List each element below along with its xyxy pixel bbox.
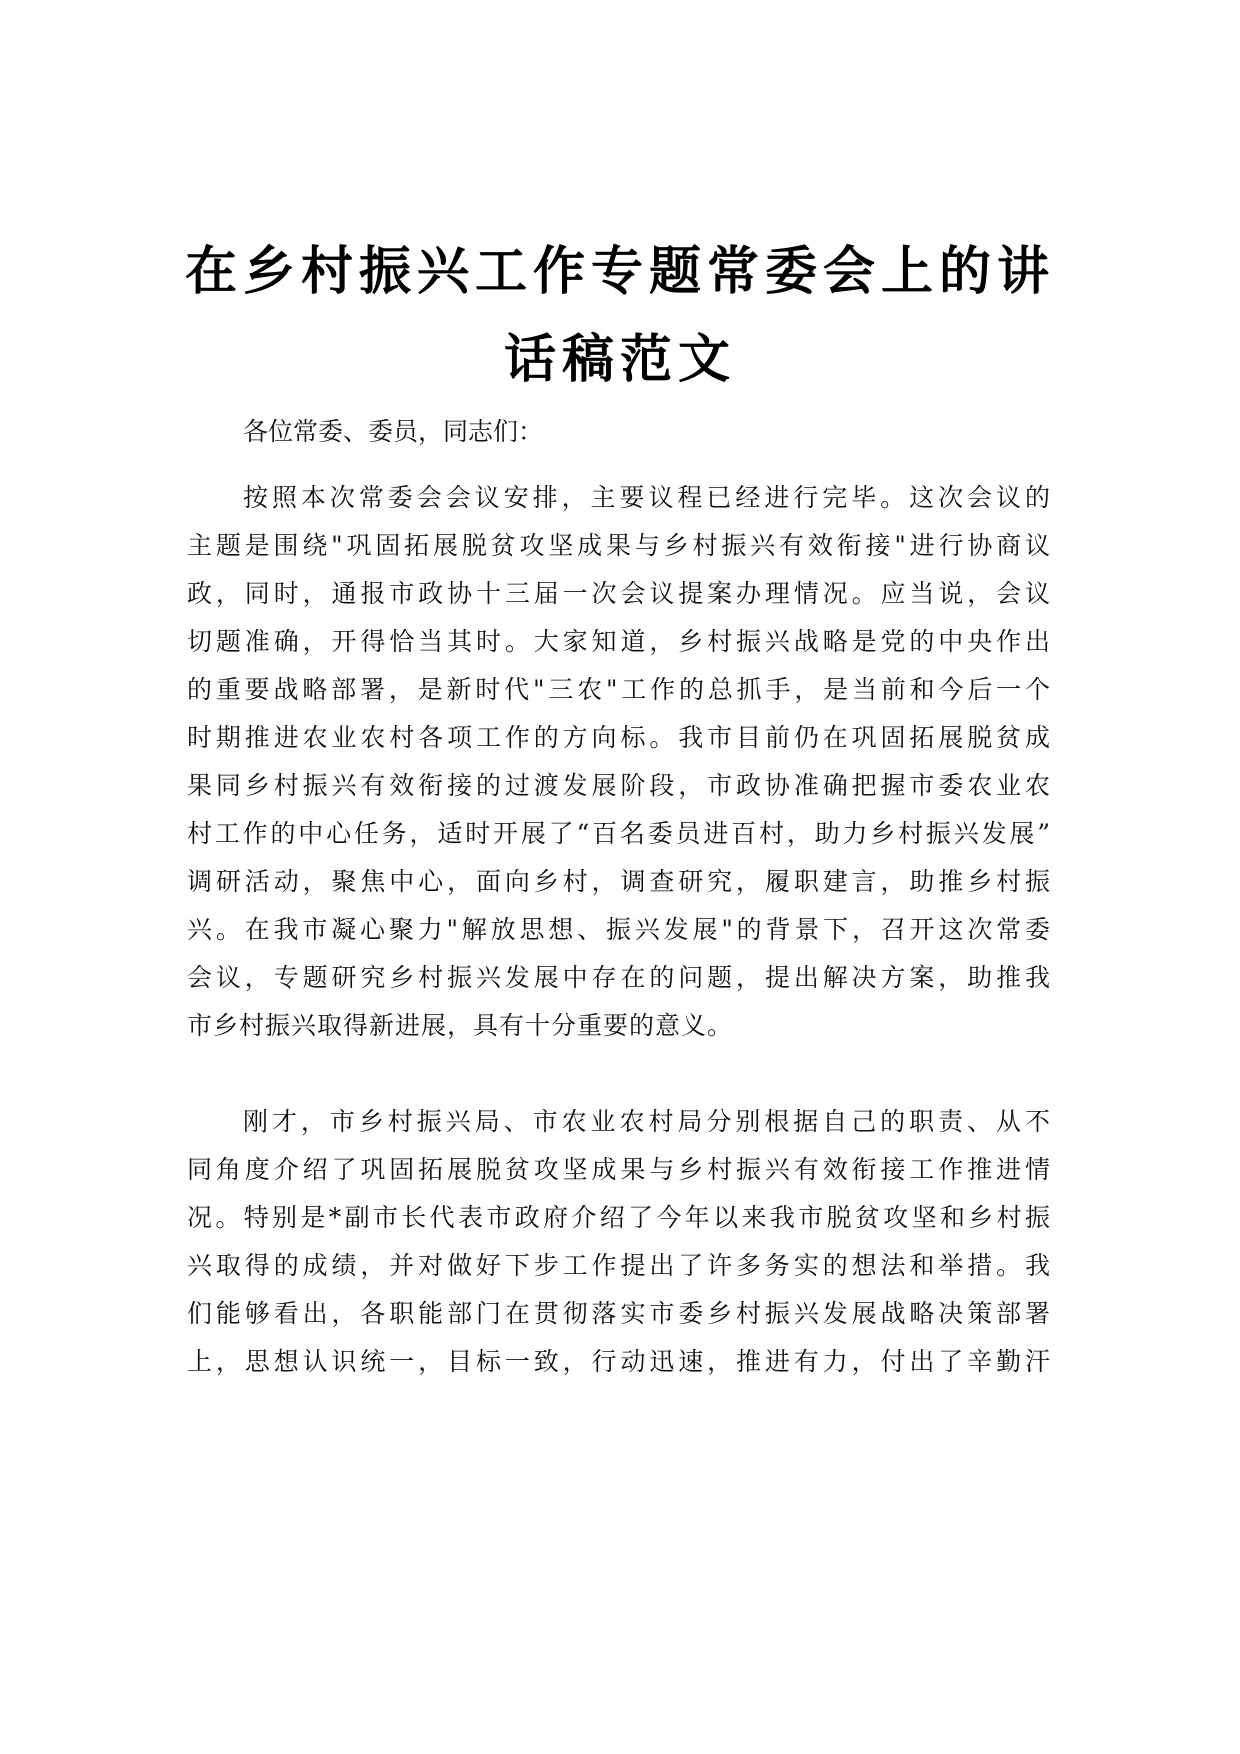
paragraph-line: 主题是围绕"巩固拓展脱贫攻坚成果与乡村振兴有效衔接"进行协商议	[187, 531, 1051, 560]
paragraph-line: 按照本次常委会会议安排，主要议程已经进行完毕。这次会议的	[243, 483, 1051, 512]
paragraph-1	[187, 474, 1051, 1050]
paragraph-line: 况。特别是*副市长代表市政府介绍了今年以来我市脱贫攻坚和乡村振	[187, 1203, 1051, 1232]
paragraph-line: 政，同时，通报市政协十三届一次会议提案办理情况。应当说，会议	[187, 579, 1051, 608]
paragraph-line: 切题准确，开得恰当其时。大家知道，乡村振兴战略是党的中央作出	[187, 627, 1051, 656]
paragraph-line: 上，思想认识统一，目标一致，行动迅速，推进有力，付出了辛勤汗	[187, 1347, 1051, 1376]
paragraph-2	[187, 1098, 1051, 1386]
paragraph-line: 兴。在我市凝心聚力"解放思想、振兴发展"的背景下，召开这次常委	[187, 915, 1051, 944]
paragraph-line: 时期推进农业农村各项工作的方向标。我市目前仍在巩固拓展脱贫成	[187, 723, 1051, 752]
greeting: 各位常委、委员，同志们：	[243, 417, 544, 446]
paragraph-line: 果同乡村振兴有效衔接的过渡发展阶段，市政协准确把握市委农业农	[187, 771, 1051, 800]
paragraph-line: 会议，专题研究乡村振兴发展中存在的问题，提出解决方案，助推我	[187, 963, 1051, 992]
document-title	[150, 228, 1090, 404]
paragraph-line: 市乡村振兴取得新进展，具有十分重要的意义。	[187, 1011, 734, 1040]
paragraph-line: 们能够看出，各职能部门在贯彻落实市委乡村振兴发展战略决策部署	[187, 1299, 1051, 1328]
title-line: 在乡村振兴工作专题常委会上的讲	[184, 241, 1055, 302]
paragraph-line: 刚才，市乡村振兴局、市农业农村局分别根据自己的职责、从不	[243, 1107, 1051, 1136]
title-line: 话稿范文	[503, 329, 736, 390]
document-body	[187, 408, 1051, 1386]
paragraph-line: 的重要战略部署，是新时代"三农"工作的总抓手，是当前和今后一个	[187, 675, 1051, 704]
paragraph-line: 兴取得的成绩，并对做好下步工作提出了许多务实的想法和举措。我	[187, 1251, 1051, 1280]
paragraph-line: 调研活动，聚焦中心，面向乡村，调查研究，履职建言，助推乡村振	[187, 867, 1051, 896]
paragraph-line: 同角度介绍了巩固拓展脱贫攻坚成果与乡村振兴有效衔接工作推进情	[187, 1155, 1051, 1184]
paragraph-line: 村工作的中心任务，适时开展了“百名委员进百村，助力乡村振兴发展”	[187, 819, 1051, 848]
